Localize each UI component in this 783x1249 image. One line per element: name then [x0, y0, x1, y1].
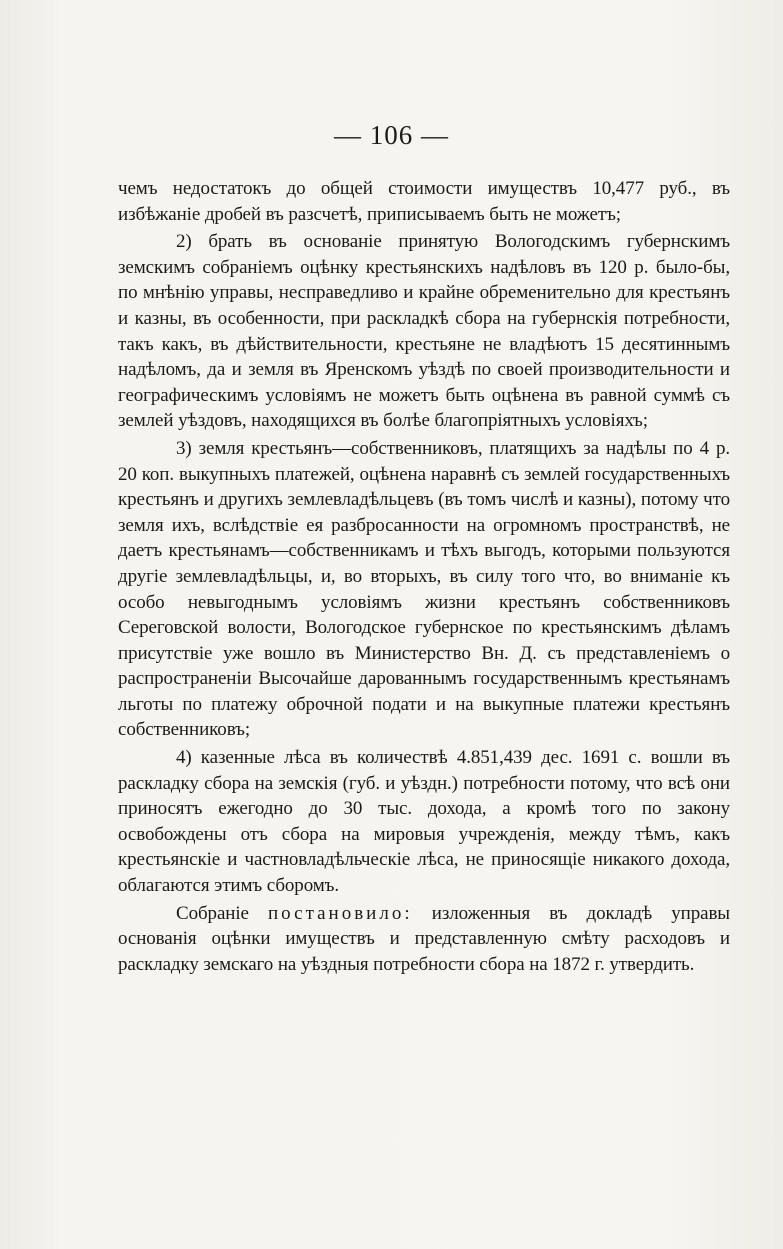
paragraph-continuation: чемъ недостатокъ до общей стоимости имуществъ 10,477 руб., въ избѣжаніе дробей въ разсчетѣ, приписываемъ быть не можетъ; — [118, 178, 730, 225]
resolution-lead: Собраніе — [176, 902, 249, 924]
resolution-keyword: постановило: — [268, 902, 413, 924]
resolution-text: изложенныя въ докладѣ управы основанія оцѣнки имуществъ и представленную смѣту расходовъ и раскладку земскаго на уѣздныя потребности сбора на 1872 г. утвердить. — [118, 902, 730, 975]
paragraph-item-2: 2) брать въ основаніе принятую Вологодскимъ губернскимъ земскимъ собраніемъ оцѣнку крестьянскихъ надѣловъ въ 120 р. было-бы, по мнѣнію управы, несправедливо и крайне обременительно для крестьянъ и казны, въ особенности, при раскладкѣ сбора на губернскія потребности, такъ какъ, въ дѣйствительности, крестьяне не владѣютъ 15 десятиннымъ надѣломъ, да и земля въ Яренскомъ уѣздѣ по своей производительности и географическимъ условіямъ не можетъ быть оцѣнена въ равной суммѣ съ землей уѣздовъ, находящихся въ болѣе благопріятныхъ условіяхъ; — [118, 231, 730, 432]
paragraph-item-4: 4) казенные лѣса въ количествѣ 4.851,439 дес. 1691 с. вошли въ раскладку сбора на земскія (губ. и уѣздн.) потребности потому, что всѣ они приносятъ ежегодно до 30 тыс. дохода, а кромѣ того по закону освобождены отъ сбора на мировыя учрежденія, между тѣмъ, какъ крестьянскіе и частновладѣльческіе лѣса, не приносящіе никакого дохода, облагаются этимъ сборомъ. — [118, 747, 730, 897]
resolution-paragraph — [118, 901, 730, 978]
page-number: — 106 — — [334, 120, 449, 150]
body-text — [118, 176, 730, 977]
paragraph-item-3: 3) земля крестьянъ—собственниковъ, платящихъ за надѣлы по 4 р. 20 коп. выкупныхъ платежей, оцѣнена наравнѣ съ землей государственныхъ крестьянъ и другихъ землевладѣльцевъ (въ томъ числѣ и казны), потому что земля ихъ, вслѣдствіе ея разбросанности на огромномъ пространствѣ, не даетъ крестьянамъ—собственникамъ и тѣхъ выгодъ, которыми пользуются другіе землевладѣльцы, и, во вторыхъ, въ силу того что, во вниманіе къ особо невыгоднымъ условіямъ жизни крестьянъ собственниковъ Сереговской волости, Вологодское губернское по крестьянскимъ дѣламъ присутствіе уже вошло въ Министерство Вн. Д. съ представленіемъ о распространеніи Высочайше дарованнымъ государственнымъ крестьянамъ льготы по платежу оброчной подати и на выкупные платежи крестьянъ собственниковъ; — [118, 437, 730, 741]
